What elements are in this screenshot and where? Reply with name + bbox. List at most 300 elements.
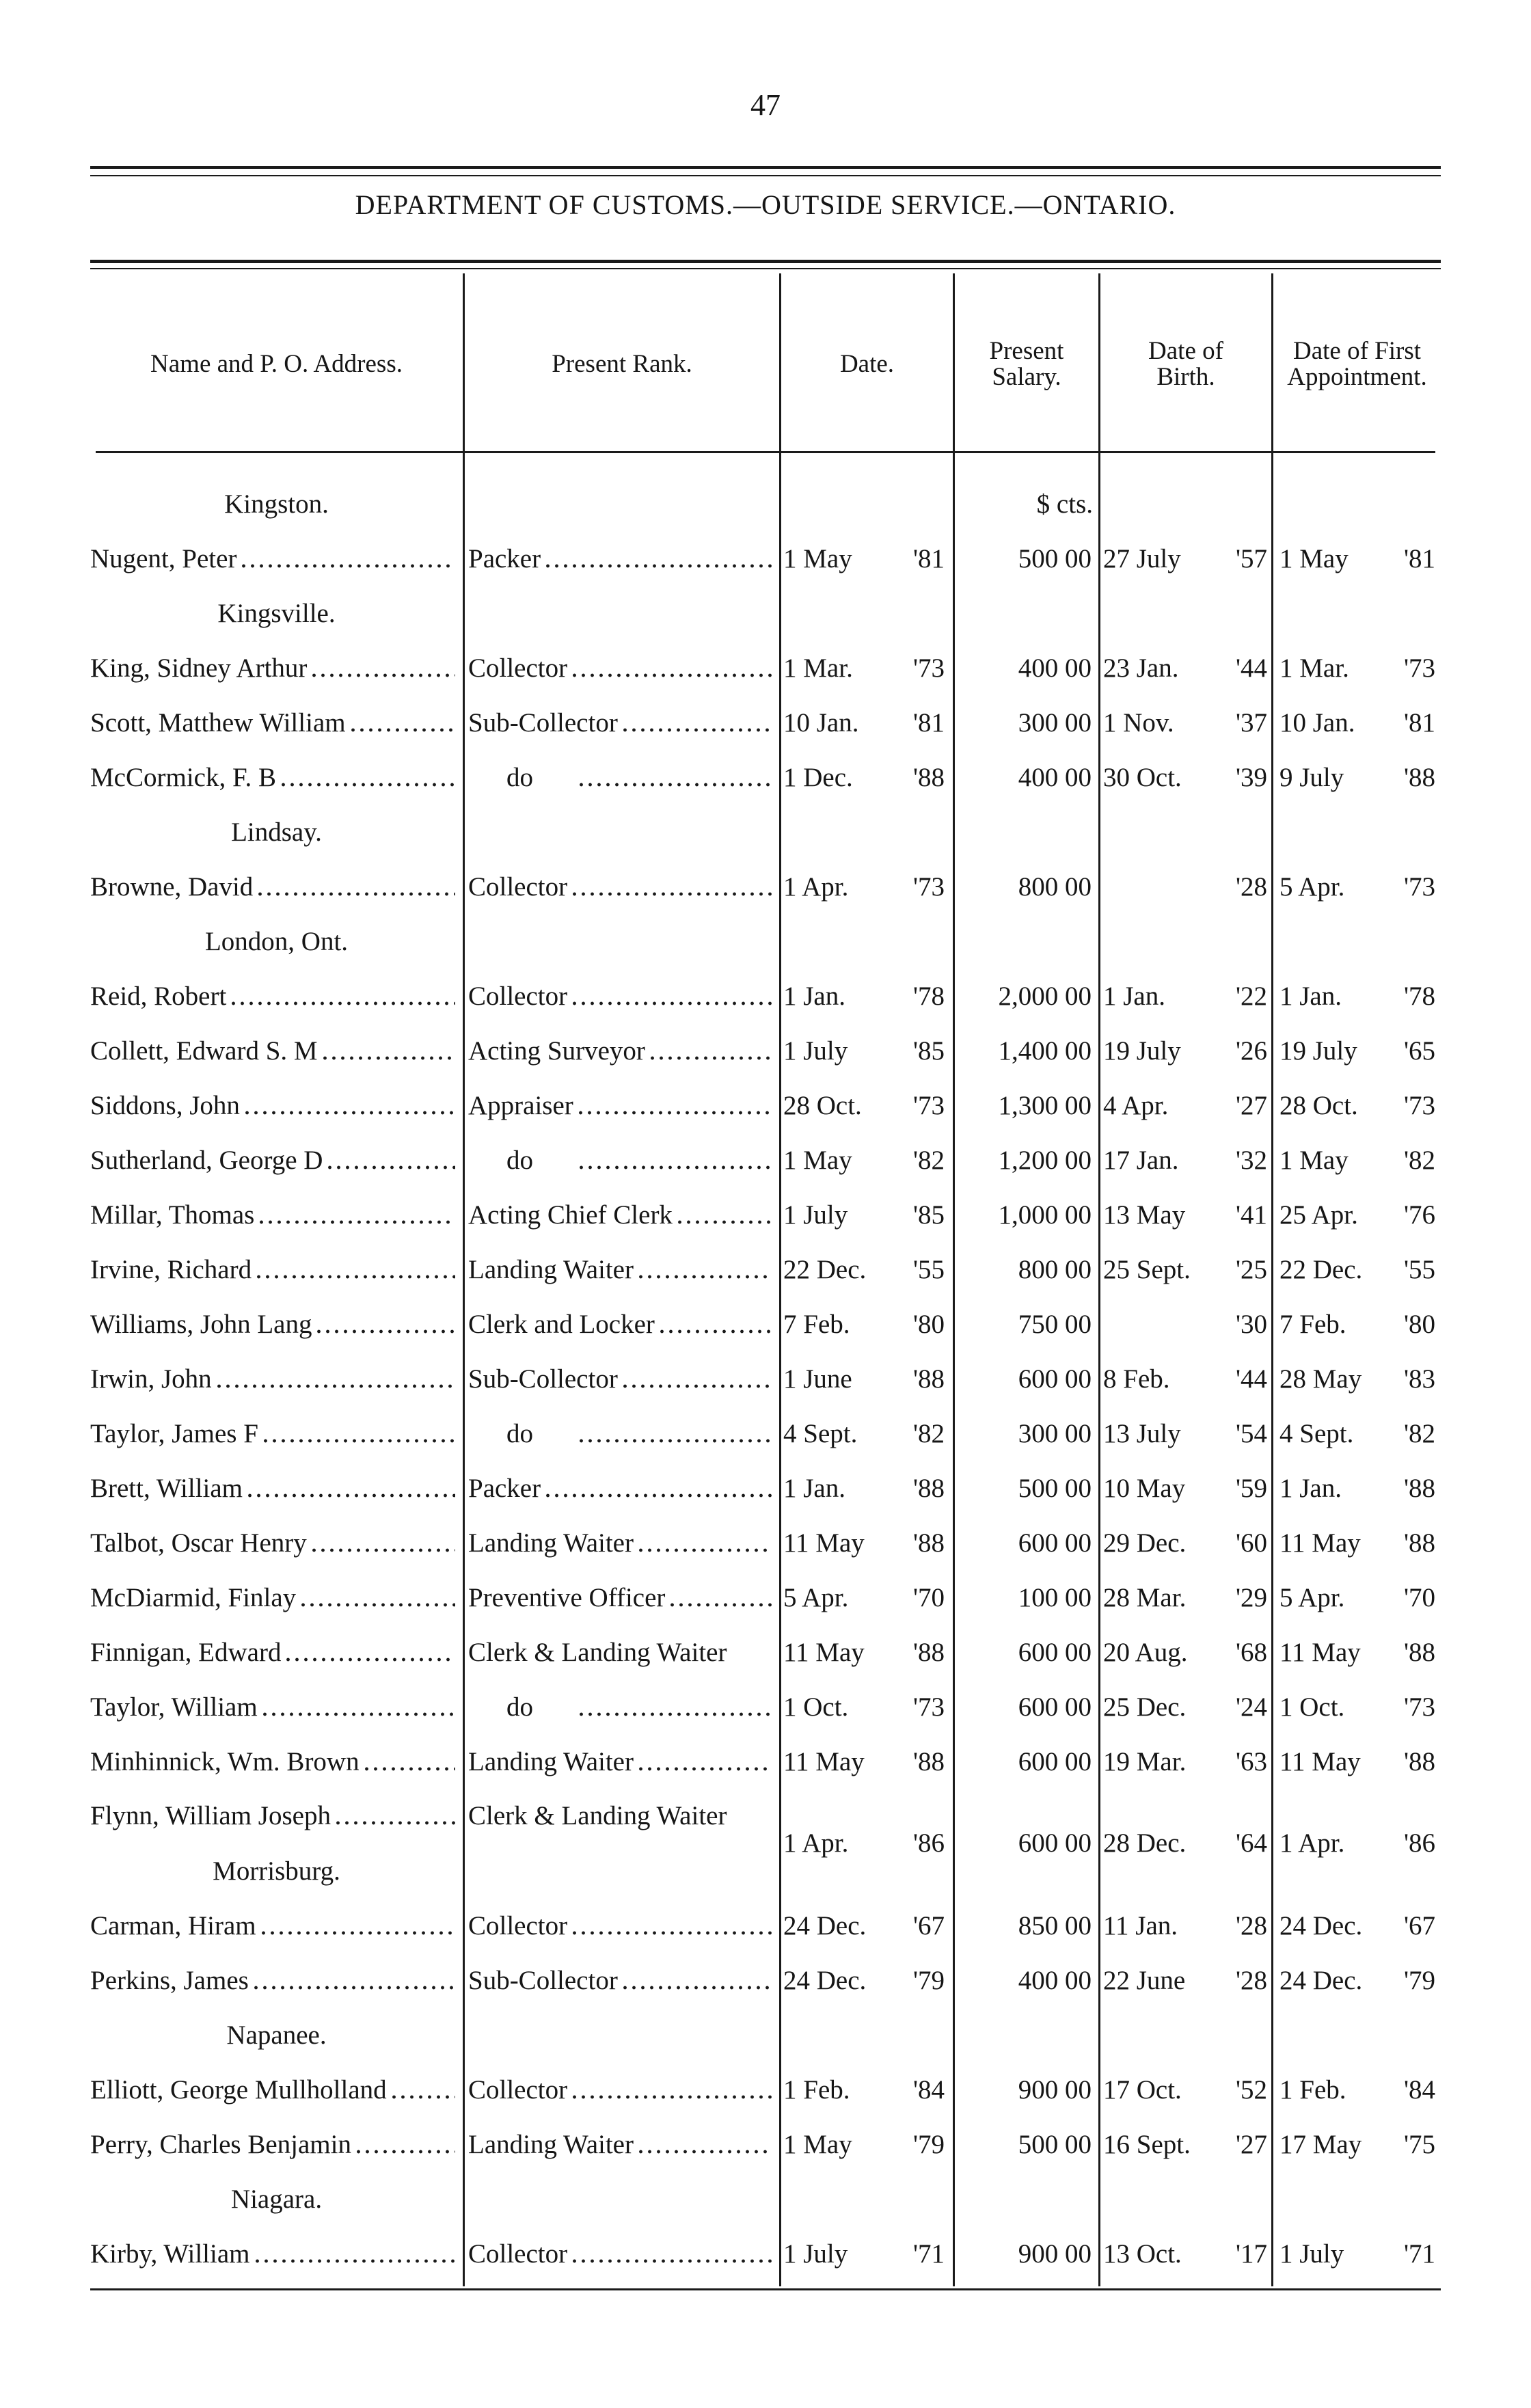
first-appointment-day: 5 Apr. (1279, 1583, 1345, 1612)
officer-name (90, 1687, 459, 1728)
present-rank-text: Collector (468, 2239, 568, 2269)
present-rank-text: Collector (468, 653, 568, 683)
present-rank (468, 1906, 776, 1947)
officer-name (90, 703, 459, 744)
dot-leader (299, 1601, 455, 1609)
first-appointment-date (1279, 1632, 1435, 1673)
dot-leader (354, 2148, 455, 2156)
rank-date-day: 1 Dec. (783, 763, 853, 792)
officer-name-text: Finnigan, Edward (90, 1638, 282, 1667)
header-date: Date. (839, 350, 895, 378)
present-salary: 750 00 (1018, 1310, 1092, 1339)
officer-name (90, 1304, 459, 1345)
first-appointment-date (1279, 1085, 1435, 1126)
dot-leader (321, 1054, 455, 1062)
present-salary: 1,200 00 (998, 1146, 1092, 1175)
officer-name (90, 2070, 459, 2111)
rank-date-day: 11 May (783, 1747, 865, 1776)
present-salary: 100 00 (1018, 1583, 1092, 1612)
first-appointment-date (1279, 539, 1435, 580)
officer-name-text: Elliott, George Mullholland (90, 2075, 387, 2105)
dot-leader (215, 1382, 455, 1390)
birth-date (1103, 2070, 1267, 2111)
birth-date (1103, 1578, 1267, 1619)
present-rank-text: Landing Waiter (468, 2130, 634, 2159)
rank-date (783, 757, 945, 798)
birth-date-year: '37 (1235, 708, 1267, 738)
present-rank-text: do (506, 763, 533, 792)
dot-leader (243, 1109, 455, 1117)
rank-date-year: '82 (912, 1146, 945, 1175)
birth-date-year: '22 (1235, 982, 1267, 1011)
first-appointment-year: '82 (1403, 1146, 1435, 1175)
officer-name-text: Williams, John Lang (90, 1310, 312, 1339)
rank-date (783, 539, 945, 580)
present-rank-text: do (506, 1146, 533, 1175)
dot-leader (577, 1710, 772, 1718)
officer-name (90, 2124, 459, 2165)
dot-leader (570, 2093, 772, 2101)
birth-date-day: 16 Sept. (1103, 2130, 1191, 2159)
present-rank-text: do (506, 1692, 533, 1722)
rank-date-day: 1 Mar. (783, 653, 853, 683)
first-appointment-date (1279, 1359, 1435, 1400)
first-appointment-date (1279, 1523, 1435, 1564)
birth-date (1103, 867, 1267, 908)
birth-date-year: '57 (1235, 544, 1267, 573)
birth-date-year: '52 (1235, 2075, 1267, 2105)
rank-date-year: '70 (912, 1583, 945, 1612)
rank-date (783, 1304, 945, 1345)
dot-leader (577, 1163, 772, 1172)
first-appointment-year: '88 (1403, 1638, 1435, 1667)
rank-date (783, 1523, 945, 1564)
dot-leader (245, 1491, 455, 1500)
location-heading: Napanee. (226, 2020, 327, 2050)
title-rule-thick (90, 260, 1441, 263)
first-appointment-date (1279, 2234, 1435, 2275)
first-appointment-date (1279, 703, 1435, 744)
officer-name-text: Taylor, James F (90, 1419, 258, 1448)
first-appointment-year: '81 (1403, 708, 1435, 738)
first-appointment-date (1279, 1304, 1435, 1345)
officer-name-text: Collett, Edward S. M (90, 1036, 318, 1066)
present-rank (468, 703, 776, 744)
present-rank-text: Landing Waiter (468, 1747, 634, 1776)
first-appointment-year: '88 (1403, 1528, 1435, 1558)
birth-date-day: 8 Feb. (1103, 1364, 1170, 1394)
present-rank (468, 1523, 776, 1564)
column-divider-4 (1098, 273, 1100, 2286)
officer-name-text: Siddons, John (90, 1091, 240, 1120)
birth-date-year: '39 (1235, 763, 1267, 792)
dot-leader (334, 1819, 455, 1827)
officer-name-text: Scott, Matthew William (90, 708, 346, 738)
present-rank (468, 1468, 776, 1509)
officer-name (90, 867, 459, 908)
first-appointment-date (1279, 976, 1435, 1017)
present-salary: 850 00 (1018, 1911, 1092, 1940)
present-rank-text: Packer (468, 544, 541, 573)
birth-date-day: 1 Nov. (1103, 708, 1174, 738)
first-appointment-date (1279, 1742, 1435, 1783)
present-salary: 800 00 (1018, 1255, 1092, 1284)
dot-leader (254, 1273, 455, 1281)
rank-date-year: '88 (912, 763, 945, 792)
birth-date (1103, 2124, 1267, 2165)
first-appointment-date (1279, 1468, 1435, 1509)
first-appointment-day: 11 May (1279, 1638, 1361, 1667)
officer-name (90, 1249, 459, 1290)
dot-leader (675, 1218, 772, 1226)
birth-date (1103, 1468, 1267, 1509)
currency-label: $ cts. (1036, 489, 1093, 519)
first-appointment-date (1279, 1031, 1435, 1072)
dot-leader (314, 1327, 455, 1336)
first-appointment-year: '65 (1403, 1036, 1435, 1066)
top-rule-thick (90, 166, 1441, 169)
dot-leader (577, 1437, 772, 1445)
rank-date-year: '67 (912, 1911, 945, 1940)
first-appointment-day: 28 May (1279, 1364, 1362, 1394)
birth-date-day: 25 Dec. (1103, 1692, 1187, 1722)
present-salary: 300 00 (1018, 708, 1092, 738)
birth-date-year: '68 (1235, 1638, 1267, 1667)
officer-name (90, 539, 459, 580)
birth-date (1103, 2234, 1267, 2275)
rank-date (783, 1468, 945, 1509)
rank-date-day: 1 June (783, 1364, 852, 1394)
first-appointment-date (1279, 1140, 1435, 1181)
officer-name (90, 1085, 459, 1126)
birth-date (1103, 1960, 1267, 2001)
present-rank (468, 1304, 776, 1345)
present-salary: 500 00 (1018, 1474, 1092, 1503)
officer-name (90, 976, 459, 1017)
present-salary: 1,000 00 (998, 1200, 1092, 1230)
officer-name-text: Carman, Hiram (90, 1911, 256, 1940)
rank-date (783, 1632, 945, 1673)
location-heading: London, Ont. (204, 927, 349, 956)
birth-date-day: 23 Jan. (1103, 653, 1179, 683)
birth-date-year: '63 (1235, 1747, 1267, 1776)
officer-name-text: Kirby, William (90, 2239, 250, 2269)
rank-date-day: 1 July (783, 1200, 848, 1230)
birth-date-day: 11 Jan. (1103, 1911, 1178, 1940)
dot-leader (668, 1601, 772, 1609)
dot-leader (636, 1546, 772, 1554)
first-appointment-day: 17 May (1279, 2130, 1362, 2159)
present-rank (468, 1632, 776, 1673)
rank-date-day: 22 Dec. (783, 1255, 867, 1284)
dot-leader (239, 562, 455, 570)
location-heading: Morrisburg. (213, 1856, 340, 1886)
officer-name-text: Millar, Thomas (90, 1200, 255, 1230)
first-appointment-year: '73 (1403, 1692, 1435, 1722)
present-rank-text: do (506, 1419, 533, 1448)
officer-name-text: Perry, Charles Benjamin (90, 2130, 351, 2159)
rank-date-year: '73 (912, 872, 945, 902)
rank-date-day: 11 May (783, 1638, 865, 1667)
birth-date-year: '17 (1235, 2239, 1267, 2269)
first-appointment-day: 25 Apr. (1279, 1200, 1358, 1230)
present-rank-text: Sub-Collector (468, 1364, 618, 1394)
first-appointment-year: '73 (1403, 653, 1435, 683)
rank-date-day: 24 Dec. (783, 1966, 867, 1995)
birth-date (1103, 703, 1267, 744)
present-rank (468, 1085, 776, 1126)
dot-leader (621, 1984, 772, 1992)
officer-name (90, 1140, 459, 1181)
dot-leader (570, 1929, 772, 1937)
first-appointment-day: 28 Oct. (1279, 1091, 1358, 1120)
present-rank (468, 648, 776, 689)
officer-name (90, 1468, 459, 1509)
page-number: 47 (750, 88, 781, 122)
officer-name-text: Minhinnick, Wm. Brown (90, 1747, 360, 1776)
rank-date-year: '84 (912, 2075, 945, 2105)
dot-leader (621, 1382, 772, 1390)
rank-date-day: 1 July (783, 1036, 848, 1066)
birth-date (1103, 1687, 1267, 1728)
first-appointment-year: '84 (1403, 2075, 1435, 2105)
officer-name (90, 648, 459, 689)
first-appointment-day: 5 Apr. (1279, 872, 1345, 902)
present-salary: 600 00 (1018, 1528, 1092, 1558)
first-appointment-year: '82 (1403, 1419, 1435, 1448)
dot-leader (260, 1710, 455, 1718)
birth-date (1103, 539, 1267, 580)
present-rank-text: Landing Waiter (468, 1255, 634, 1284)
rank-date-day: 1 Feb. (783, 2075, 850, 2105)
dot-leader (570, 999, 772, 1007)
officer-name (90, 1031, 459, 1072)
birth-date-day: 25 Sept. (1103, 1255, 1191, 1284)
birth-date-day: 22 June (1103, 1966, 1186, 1995)
rank-date (783, 1085, 945, 1126)
present-rank (468, 1031, 776, 1072)
first-appointment-date (1279, 648, 1435, 689)
present-rank-text: Acting Surveyor (468, 1036, 645, 1066)
officer-name (90, 1796, 459, 1837)
birth-date-year: '28 (1235, 872, 1267, 902)
present-salary: 2,000 00 (998, 982, 1092, 1011)
rank-date (783, 1823, 945, 1864)
first-appointment-year: '83 (1403, 1364, 1435, 1394)
location-heading: Kingsville. (217, 599, 336, 628)
birth-date-year: '27 (1235, 1091, 1267, 1120)
dot-leader (362, 1765, 455, 1773)
present-rank (468, 539, 776, 580)
rank-date-year: '79 (912, 1966, 945, 1995)
first-appointment-date (1279, 1687, 1435, 1728)
rank-date (783, 1742, 945, 1783)
dot-leader (570, 890, 772, 898)
present-salary: 600 00 (1018, 1638, 1092, 1667)
first-appointment-date (1279, 1195, 1435, 1236)
first-appointment-year: '81 (1403, 544, 1435, 573)
rank-date-day: 1 Apr. (783, 872, 849, 902)
first-appointment-date (1279, 2070, 1435, 2111)
birth-date (1103, 1742, 1267, 1783)
rank-date-day: 28 Oct. (783, 1091, 862, 1120)
officer-name-text: Talbot, Oscar Henry (90, 1528, 307, 1558)
first-appointment-day: 1 Feb. (1279, 2075, 1346, 2105)
officer-name (90, 2234, 459, 2275)
dot-leader (310, 1546, 455, 1554)
birth-date-year: '25 (1235, 1255, 1267, 1284)
present-rank-text: Collector (468, 1911, 568, 1940)
present-salary: 1,300 00 (998, 1091, 1092, 1120)
location-heading: Kingston. (224, 489, 329, 519)
dot-leader (349, 726, 455, 734)
officer-name-text: Nugent, Peter (90, 544, 237, 573)
dot-leader (543, 1491, 772, 1500)
present-rank (468, 1140, 776, 1181)
rank-date-year: '80 (912, 1310, 945, 1339)
officer-name-text: Browne, David (90, 872, 254, 902)
first-appointment-day: 1 Apr. (1279, 1828, 1345, 1858)
header-rule (96, 451, 1435, 453)
dot-leader (261, 1437, 455, 1445)
officer-name-text: McDiarmid, Finlay (90, 1583, 297, 1612)
birth-date-year: '30 (1235, 1310, 1267, 1339)
birth-date-year: '28 (1235, 1911, 1267, 1940)
rank-date-day: 7 Feb. (783, 1310, 850, 1339)
dot-leader (256, 890, 455, 898)
officer-name (90, 1523, 459, 1564)
rank-date-year: '88 (912, 1747, 945, 1776)
officer-name-text: Brett, William (90, 1474, 243, 1503)
dot-leader (636, 1765, 772, 1773)
present-rank-text: Clerk & Landing Waiter (468, 1801, 727, 1830)
first-appointment-day: 11 May (1279, 1528, 1361, 1558)
rank-date (783, 1413, 945, 1455)
birth-date (1103, 1823, 1267, 1864)
birth-date-day: 17 Oct. (1103, 2075, 1182, 2105)
present-rank (468, 976, 776, 1017)
dot-leader (577, 781, 772, 789)
rank-date (783, 703, 945, 744)
birth-date-day: 30 Oct. (1103, 763, 1182, 792)
birth-date (1103, 976, 1267, 1017)
rank-date-year: '71 (912, 2239, 945, 2269)
rank-date (783, 2234, 945, 2275)
header-salary: Present Salary. (989, 337, 1064, 391)
rank-date-year: '79 (912, 2130, 945, 2159)
present-rank (468, 2234, 776, 2275)
birth-date (1103, 1140, 1267, 1181)
rank-date-year: '88 (912, 1528, 945, 1558)
birth-date-year: '64 (1235, 1828, 1267, 1858)
first-appointment-year: '55 (1403, 1255, 1435, 1284)
birth-date-year: '54 (1235, 1419, 1267, 1448)
column-divider-1 (463, 273, 465, 2286)
present-rank-text: Collector (468, 982, 568, 1011)
rank-date-day: 1 Jan. (783, 982, 845, 1011)
dot-leader (648, 1054, 772, 1062)
birth-date-year: '32 (1235, 1146, 1267, 1175)
first-appointment-day: 10 Jan. (1279, 708, 1355, 738)
first-appointment-date (1279, 1906, 1435, 1947)
first-appointment-year: '88 (1403, 1474, 1435, 1503)
officer-name (90, 1906, 459, 1947)
rank-date-day: 4 Sept. (783, 1419, 858, 1448)
present-salary: 400 00 (1018, 1966, 1092, 1995)
rank-date-day: 1 May (783, 2130, 852, 2159)
birth-date-year: '27 (1235, 2130, 1267, 2159)
present-rank-text: Collector (468, 2075, 568, 2105)
present-rank (468, 1960, 776, 2001)
officer-name (90, 1195, 459, 1236)
officer-name-text: Sutherland, George D (90, 1146, 323, 1175)
present-rank (468, 1742, 776, 1783)
present-salary: 600 00 (1018, 1747, 1092, 1776)
first-appointment-date (1279, 1249, 1435, 1290)
rank-date-year: '88 (912, 1364, 945, 1394)
present-salary: 300 00 (1018, 1419, 1092, 1448)
birth-date-day: 4 Apr. (1103, 1091, 1169, 1120)
rank-date-day: 1 May (783, 1146, 852, 1175)
first-appointment-year: '78 (1403, 982, 1435, 1011)
birth-date (1103, 1359, 1267, 1400)
first-appointment-date (1279, 1960, 1435, 2001)
birth-date-day: 29 Dec. (1103, 1528, 1187, 1558)
rank-date-year: '86 (912, 1828, 945, 1858)
birth-date-year: '24 (1235, 1692, 1267, 1722)
rank-date-day: 1 Apr. (783, 1828, 849, 1858)
birth-date-day: 10 May (1103, 1474, 1186, 1503)
rank-date-day: 11 May (783, 1528, 865, 1558)
birth-date-day: 20 Aug. (1103, 1638, 1188, 1667)
present-rank-text: Acting Chief Clerk (468, 1200, 673, 1230)
birth-date (1103, 1413, 1267, 1455)
officer-name (90, 1578, 459, 1619)
header-birth: Date of Birth. (1148, 337, 1223, 391)
present-rank (468, 2124, 776, 2165)
first-appointment-day: 1 Jan. (1279, 982, 1342, 1011)
officer-name-text: Irvine, Richard (90, 1255, 252, 1284)
present-rank-text: Packer (468, 1474, 541, 1503)
first-appointment-year: '88 (1403, 1747, 1435, 1776)
dot-leader (543, 562, 772, 570)
birth-date-day: 13 Oct. (1103, 2239, 1182, 2269)
first-appointment-date (1279, 2124, 1435, 2165)
present-salary: 600 00 (1018, 1364, 1092, 1394)
birth-date-year: '26 (1235, 1036, 1267, 1066)
rank-date (783, 1906, 945, 1947)
present-rank-text: Clerk & Landing Waiter (468, 1638, 727, 1667)
birth-date (1103, 1195, 1267, 1236)
dot-leader (252, 1984, 455, 1992)
birth-date (1103, 1906, 1267, 1947)
first-appointment-year: '75 (1403, 2130, 1435, 2159)
rank-date (783, 1140, 945, 1181)
birth-date (1103, 1304, 1267, 1345)
present-salary: 900 00 (1018, 2075, 1092, 2105)
present-salary: 400 00 (1018, 653, 1092, 683)
present-salary: 500 00 (1018, 2130, 1092, 2159)
officer-name-text: Irwin, John (90, 1364, 212, 1394)
present-rank (468, 1195, 776, 1236)
birth-date-year: '41 (1235, 1200, 1267, 1230)
officer-name-text: King, Sidney Arthur (90, 653, 308, 683)
location-heading: Niagara. (230, 2184, 323, 2214)
first-appointment-day: 1 July (1279, 2239, 1344, 2269)
first-appointment-day: 9 July (1279, 763, 1344, 792)
birth-date-day: 27 July (1103, 544, 1181, 573)
rank-date-day: 1 Oct. (783, 1692, 849, 1722)
